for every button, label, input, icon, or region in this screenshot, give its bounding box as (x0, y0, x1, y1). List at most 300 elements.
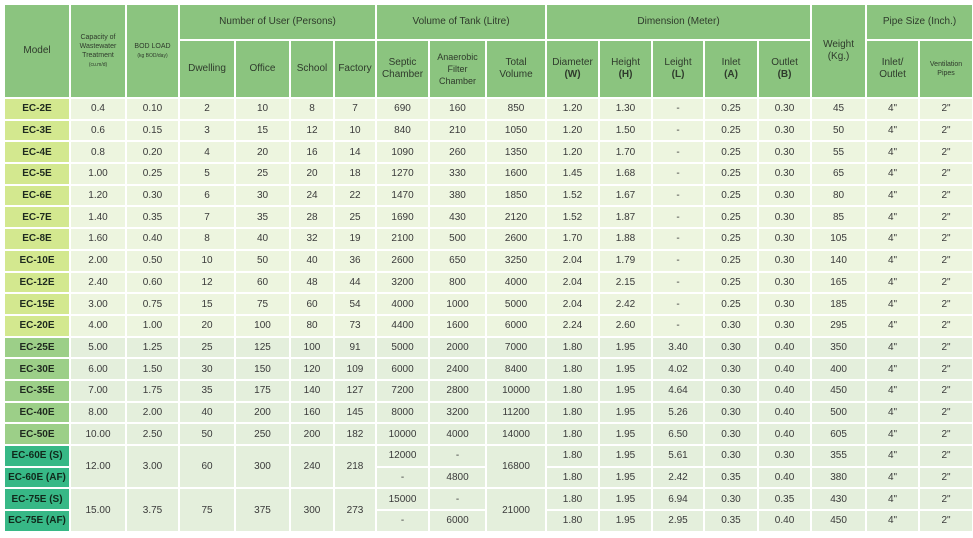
header-inlet (705, 41, 757, 97)
table-cell: 4" (867, 273, 918, 293)
table-cell: 0.25 (705, 229, 757, 249)
table-cell: 2" (920, 251, 972, 271)
table-cell: - (653, 316, 703, 336)
table-cell: 0.25 (705, 121, 757, 141)
table-cell: 0.30 (705, 489, 757, 509)
table-cell: 4" (867, 251, 918, 271)
table-cell: 0.25 (705, 251, 757, 271)
table-cell: 3200 (430, 403, 485, 423)
table-cell: 48 (291, 273, 333, 293)
table-cell: 650 (430, 251, 485, 271)
table-cell: 0.30 (705, 381, 757, 401)
table-cell: 175 (236, 381, 289, 401)
model-cell: EC-15E (5, 294, 69, 314)
header-inlet-l1: Inlet (721, 57, 741, 68)
model-cell: EC-5E (5, 164, 69, 184)
header-bod-label: BOD LOAD (134, 42, 171, 50)
table-cell: 5000 (377, 338, 428, 358)
table-cell: 15000 (377, 489, 428, 509)
merged-cell: 75 (180, 489, 234, 530)
table-cell: 450 (812, 511, 865, 531)
merged-cell: 12.00 (71, 446, 125, 487)
header-weight (812, 5, 865, 97)
model-cell: EC-10E (5, 251, 69, 271)
table-cell: 0.25 (705, 294, 757, 314)
header-dwelling: Dwelling (180, 41, 234, 97)
table-cell: 1.80 (547, 403, 598, 423)
table-cell: 2000 (430, 338, 485, 358)
header-capacity-line2: Wastewater (79, 42, 117, 50)
table-cell: 30 (236, 186, 289, 206)
table-row (5, 403, 972, 423)
table-cell: 140 (812, 251, 865, 271)
merged-cell: 300 (236, 446, 289, 487)
merged-cell: 375 (236, 489, 289, 530)
header-bod (127, 5, 178, 97)
table-cell: 4" (867, 186, 918, 206)
table-cell: 2" (920, 273, 972, 293)
table-cell: 7 (335, 99, 375, 119)
table-cell: 2.50 (127, 424, 178, 444)
spec-table-container (3, 3, 970, 533)
table-cell: 5.00 (71, 338, 125, 358)
table-cell: 20 (236, 142, 289, 162)
table-cell: 1.80 (547, 489, 598, 509)
table-cell: 75 (236, 294, 289, 314)
header-height-l1: Height (611, 57, 640, 68)
table-cell: 2.00 (71, 251, 125, 271)
table-cell: 6.50 (653, 424, 703, 444)
table-cell: 1.45 (547, 164, 598, 184)
table-cell: 32 (291, 229, 333, 249)
table-cell: 0.30 (759, 229, 810, 249)
table-cell: 120 (291, 359, 333, 379)
table-cell: 0.30 (759, 316, 810, 336)
table-cell: 1090 (377, 142, 428, 162)
table-cell: 2.24 (547, 316, 598, 336)
table-cell: 0.30 (705, 359, 757, 379)
table-cell: 355 (812, 446, 865, 466)
table-cell: 12 (180, 273, 234, 293)
table-cell: 6 (180, 186, 234, 206)
header-tank-group: Volume of Tank (Litre) (377, 5, 545, 39)
merged-cell: 16800 (487, 446, 545, 487)
table-row (5, 273, 972, 293)
table-cell: 1.50 (600, 121, 651, 141)
table-cell: 0.40 (759, 424, 810, 444)
table-cell: 1.67 (600, 186, 651, 206)
header-outlet-l1: Outlet (771, 57, 798, 68)
header-bod-unit: (kg BOD/day) (137, 52, 168, 59)
model-cell: EC-60E (S) (5, 446, 69, 466)
table-cell: 1.95 (600, 359, 651, 379)
table-cell: 40 (236, 229, 289, 249)
table-cell: 1600 (430, 316, 485, 336)
table-cell: 4" (867, 359, 918, 379)
table-cell: 4" (867, 446, 918, 466)
table-cell: 450 (812, 381, 865, 401)
table-cell: 2400 (430, 359, 485, 379)
model-cell: EC-2E (5, 99, 69, 119)
table-cell: 73 (335, 316, 375, 336)
table-cell: 127 (335, 381, 375, 401)
table-cell: 4" (867, 468, 918, 488)
table-cell: - (377, 511, 428, 531)
table-row (5, 316, 972, 336)
table-cell: 6000 (377, 359, 428, 379)
table-cell: - (653, 121, 703, 141)
table-cell: 0.30 (759, 446, 810, 466)
table-cell: 0.6 (71, 121, 125, 141)
table-cell: - (653, 207, 703, 227)
table-cell: 160 (291, 403, 333, 423)
spec-table (3, 3, 973, 533)
table-cell: 8 (291, 99, 333, 119)
table-cell: 1.95 (600, 489, 651, 509)
table-cell: 91 (335, 338, 375, 358)
table-row (5, 207, 972, 227)
table-cell: 0.30 (759, 186, 810, 206)
table-cell: 4" (867, 316, 918, 336)
header-ventilation (920, 41, 972, 97)
table-cell: 1050 (487, 121, 545, 141)
table-cell: 80 (291, 316, 333, 336)
header-septic (377, 41, 428, 97)
table-cell: 40 (180, 403, 234, 423)
table-row (5, 489, 972, 509)
table-cell: 0.30 (127, 186, 178, 206)
table-cell: 165 (812, 273, 865, 293)
table-cell: 6000 (430, 511, 485, 531)
model-cell: EC-75E (AF) (5, 511, 69, 531)
table-row (5, 142, 972, 162)
model-cell: EC-6E (5, 186, 69, 206)
header-vent-l1: Ventilation (929, 61, 963, 68)
table-cell: 0.10 (127, 99, 178, 119)
table-cell: 4.64 (653, 381, 703, 401)
table-cell: 12000 (377, 446, 428, 466)
table-cell: 160 (430, 99, 485, 119)
table-cell: 800 (430, 273, 485, 293)
header-office: Office (236, 41, 289, 97)
table-cell: 690 (377, 99, 428, 119)
header-io-l1: Inlet/ (881, 57, 904, 68)
table-cell: 2.15 (600, 273, 651, 293)
header-outlet-l2: (B) (777, 69, 792, 80)
table-cell: 0.30 (705, 403, 757, 423)
table-cell: 2120 (487, 207, 545, 227)
table-cell: 1270 (377, 164, 428, 184)
header-height (600, 41, 651, 97)
table-cell: 4000 (487, 273, 545, 293)
header-vent-l2: Pipes (937, 70, 955, 77)
table-cell: 0.30 (759, 294, 810, 314)
table-cell: 1.80 (547, 359, 598, 379)
table-cell: 0.60 (127, 273, 178, 293)
table-row (5, 99, 972, 119)
table-cell: 10.00 (71, 424, 125, 444)
table-cell: 1.70 (547, 229, 598, 249)
table-body (5, 99, 972, 531)
header-leight-l2: (L) (671, 69, 685, 80)
table-cell: 100 (291, 338, 333, 358)
table-cell: 0.40 (759, 338, 810, 358)
table-cell: - (430, 446, 485, 466)
table-cell: 18 (335, 164, 375, 184)
table-cell: 260 (430, 142, 485, 162)
model-cell: EC-12E (5, 273, 69, 293)
merged-cell: 218 (335, 446, 375, 487)
model-cell: EC-4E (5, 142, 69, 162)
table-cell: 10000 (487, 381, 545, 401)
table-cell: 65 (812, 164, 865, 184)
table-cell: 0.50 (127, 251, 178, 271)
header-anaerobic (430, 41, 485, 97)
table-cell: 0.35 (705, 511, 757, 531)
table-cell: 185 (812, 294, 865, 314)
table-cell: 50 (180, 424, 234, 444)
table-cell: 5 (180, 164, 234, 184)
table-cell: 3.00 (71, 294, 125, 314)
table-cell: 6000 (487, 316, 545, 336)
table-row (5, 446, 972, 466)
table-cell: 2.60 (600, 316, 651, 336)
table-cell: 0.40 (759, 381, 810, 401)
table-cell: 109 (335, 359, 375, 379)
table-cell: 0.30 (705, 338, 757, 358)
table-cell: 8 (180, 229, 234, 249)
table-cell: 4" (867, 121, 918, 141)
table-cell: 1.95 (600, 511, 651, 531)
table-cell: 0.30 (705, 446, 757, 466)
table-cell: 85 (812, 207, 865, 227)
model-cell: EC-50E (5, 424, 69, 444)
table-cell: 1.95 (600, 381, 651, 401)
header-weight-label: Weight (823, 39, 855, 50)
header-outlet (759, 41, 810, 97)
table-row (5, 424, 972, 444)
table-cell: 2" (920, 511, 972, 531)
merged-cell: 240 (291, 446, 333, 487)
table-cell: 2" (920, 207, 972, 227)
table-cell: 1000 (430, 294, 485, 314)
table-cell: 2" (920, 446, 972, 466)
header-dimension-group: Dimension (Meter) (547, 5, 810, 39)
table-cell: 15 (236, 121, 289, 141)
header-capacity-line3: Treatment (82, 51, 114, 59)
table-cell: - (430, 489, 485, 509)
table-cell: 210 (430, 121, 485, 141)
table-cell: 1.95 (600, 338, 651, 358)
table-cell: 0.40 (759, 403, 810, 423)
table-cell: 2600 (377, 251, 428, 271)
table-cell: 2 (180, 99, 234, 119)
table-cell: 4 (180, 142, 234, 162)
table-cell: 2.40 (71, 273, 125, 293)
model-cell: EC-25E (5, 338, 69, 358)
table-cell: 4000 (430, 424, 485, 444)
table-cell: 150 (236, 359, 289, 379)
table-cell: 1350 (487, 142, 545, 162)
table-cell: 5.61 (653, 446, 703, 466)
table-cell: 4" (867, 424, 918, 444)
table-cell: 16 (291, 142, 333, 162)
header-capacity (71, 5, 125, 97)
header-inlet-l2: (A) (724, 69, 738, 80)
table-cell: 1.95 (600, 403, 651, 423)
table-row (5, 294, 972, 314)
table-cell: 4" (867, 142, 918, 162)
model-cell: EC-75E (S) (5, 489, 69, 509)
table-row (5, 186, 972, 206)
table-cell: 1.80 (547, 511, 598, 531)
table-cell: 400 (812, 359, 865, 379)
table-cell: 45 (812, 99, 865, 119)
table-cell: 25 (180, 338, 234, 358)
table-cell: 44 (335, 273, 375, 293)
table-cell: 2.00 (127, 403, 178, 423)
table-cell: 4" (867, 403, 918, 423)
table-cell: 0.30 (759, 207, 810, 227)
table-cell: 8000 (377, 403, 428, 423)
table-cell: 1.40 (71, 207, 125, 227)
table-cell: 2.95 (653, 511, 703, 531)
table-cell: 1.70 (600, 142, 651, 162)
table-cell: 1.60 (71, 229, 125, 249)
header-capacity-unit: (cu.m/d) (88, 61, 108, 68)
table-cell: 6.94 (653, 489, 703, 509)
header-diameter-l2: (W) (564, 69, 581, 80)
table-cell: 1690 (377, 207, 428, 227)
table-cell: 7200 (377, 381, 428, 401)
table-cell: 430 (430, 207, 485, 227)
table-cell: 4000 (377, 294, 428, 314)
table-cell: 125 (236, 338, 289, 358)
header-users-group: Number of User (Persons) (180, 5, 375, 39)
table-cell: 0.25 (705, 142, 757, 162)
table-cell: 1.80 (547, 468, 598, 488)
table-cell: 380 (812, 468, 865, 488)
table-cell: 10000 (377, 424, 428, 444)
table-cell: 1.30 (600, 99, 651, 119)
table-row (5, 121, 972, 141)
table-cell: 8400 (487, 359, 545, 379)
table-cell: 0.30 (705, 316, 757, 336)
header-septic-l2: Chamber (381, 69, 424, 80)
table-cell: - (653, 164, 703, 184)
table-row (5, 164, 972, 184)
table-cell: 30 (180, 359, 234, 379)
table-cell: - (653, 99, 703, 119)
table-cell: - (653, 142, 703, 162)
table-cell: 3 (180, 121, 234, 141)
table-cell: 14000 (487, 424, 545, 444)
header-inlet-outlet (867, 41, 918, 97)
table-cell: 430 (812, 489, 865, 509)
table-cell: 12 (291, 121, 333, 141)
table-cell: 4" (867, 229, 918, 249)
model-cell: EC-30E (5, 359, 69, 379)
table-cell: 80 (812, 186, 865, 206)
header-septic-l1: Septic (388, 57, 417, 68)
table-cell: 0.35 (705, 468, 757, 488)
table-cell: 1.88 (600, 229, 651, 249)
table-cell: 3.40 (653, 338, 703, 358)
model-cell: EC-40E (5, 403, 69, 423)
table-cell: 850 (487, 99, 545, 119)
table-cell: 2.04 (547, 273, 598, 293)
table-cell: 40 (291, 251, 333, 271)
header-total-l1: Total (505, 57, 527, 68)
table-cell: - (653, 229, 703, 249)
table-cell: 4" (867, 294, 918, 314)
model-cell: EC-7E (5, 207, 69, 227)
table-cell: 0.30 (759, 121, 810, 141)
header-school: School (291, 41, 333, 97)
table-cell: 4" (867, 489, 918, 509)
table-header (5, 5, 972, 97)
header-height-l2: (H) (618, 69, 633, 80)
table-cell: 1.20 (547, 121, 598, 141)
table-cell: 2" (920, 294, 972, 314)
table-cell: 140 (291, 381, 333, 401)
table-cell: 2" (920, 359, 972, 379)
table-cell: 60 (236, 273, 289, 293)
table-cell: 4" (867, 511, 918, 531)
table-cell: 330 (430, 164, 485, 184)
table-cell: 35 (236, 207, 289, 227)
table-cell: 1.95 (600, 468, 651, 488)
table-cell: 2.04 (547, 294, 598, 314)
table-cell: - (653, 294, 703, 314)
table-cell: 145 (335, 403, 375, 423)
table-cell: 200 (236, 403, 289, 423)
table-cell: 1.20 (547, 99, 598, 119)
header-weight-unit: (Kg.) (827, 51, 850, 62)
table-cell: 25 (335, 207, 375, 227)
table-cell: 24 (291, 186, 333, 206)
table-cell: 0.25 (127, 164, 178, 184)
table-cell: 7000 (487, 338, 545, 358)
table-cell: 5.26 (653, 403, 703, 423)
table-cell: 55 (812, 142, 865, 162)
table-cell: 2.42 (600, 294, 651, 314)
table-row (5, 338, 972, 358)
table-cell: - (653, 273, 703, 293)
table-cell: 4" (867, 207, 918, 227)
table-cell: 20 (180, 316, 234, 336)
table-cell: 2" (920, 121, 972, 141)
model-cell: EC-8E (5, 229, 69, 249)
table-row (5, 251, 972, 271)
table-cell: 1.68 (600, 164, 651, 184)
table-cell: 4" (867, 99, 918, 119)
table-cell: 1470 (377, 186, 428, 206)
table-cell: 4" (867, 164, 918, 184)
table-cell: 0.8 (71, 142, 125, 162)
table-cell: 1.20 (547, 142, 598, 162)
table-cell: 2" (920, 403, 972, 423)
table-cell: 20 (291, 164, 333, 184)
table-cell: 60 (291, 294, 333, 314)
table-row (5, 381, 972, 401)
table-cell: 2" (920, 338, 972, 358)
table-cell: 200 (291, 424, 333, 444)
table-cell: 25 (236, 164, 289, 184)
table-cell: - (377, 468, 428, 488)
table-cell: 1.52 (547, 186, 598, 206)
table-cell: 4400 (377, 316, 428, 336)
